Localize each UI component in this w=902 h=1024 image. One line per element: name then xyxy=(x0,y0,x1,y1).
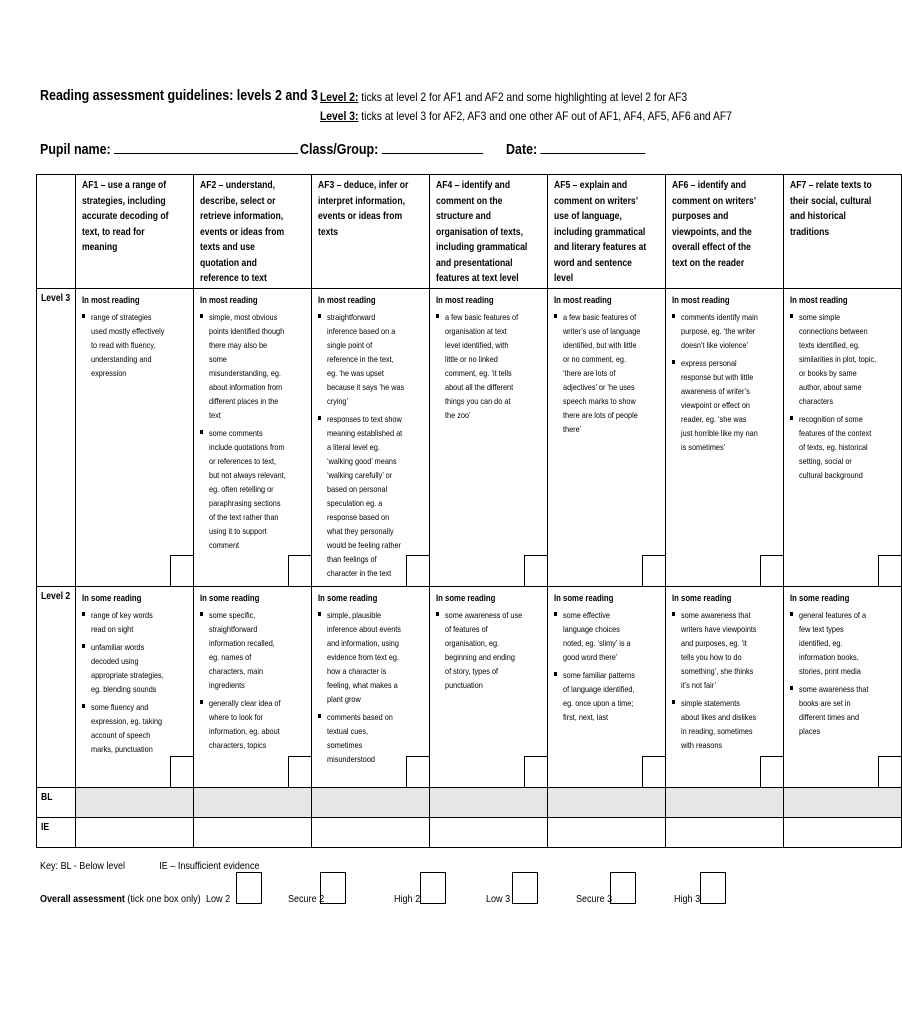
ie-cell-af4[interactable] xyxy=(429,818,547,848)
criteria-list xyxy=(672,608,780,752)
cell-lead: In some reading xyxy=(81,593,142,603)
criteria-list xyxy=(790,310,898,482)
overall-option-checkbox[interactable] xyxy=(700,872,726,904)
criteria-item: comments based on textual cues, sometimes misunderstood xyxy=(318,710,426,766)
bl-cell-af7[interactable] xyxy=(783,788,901,818)
bl-cell-af3[interactable] xyxy=(311,788,429,818)
pupil-name-field[interactable] xyxy=(40,141,298,158)
ie-cell-af7[interactable] xyxy=(783,818,901,848)
criteria-item: simple, most obvious points identified though there may also be some misunderstanding, eg. about information from different places in the text xyxy=(200,310,308,422)
level2-cell-af3 xyxy=(311,587,429,788)
level3-cell-af3 xyxy=(311,289,429,587)
class-group-line[interactable] xyxy=(382,141,483,154)
overall-option-label: Secure 3 xyxy=(576,893,613,905)
ie-cell-af3[interactable] xyxy=(311,818,429,848)
column-header-af2: AF2 – understand, describe, select or retrieve information, events or ideas from texts and use quotation and reference to text xyxy=(193,175,311,289)
bl-cell-af2[interactable] xyxy=(193,788,311,818)
cell-lead: In some reading xyxy=(789,593,850,603)
level3-tick-box-af5[interactable] xyxy=(642,555,665,586)
criteria-item: general features of a few text types identified, eg. information books, stories, print media xyxy=(790,608,898,678)
cell-lead: In most reading xyxy=(317,295,376,305)
ie-cell-af6[interactable] xyxy=(665,818,783,848)
level3-tick-box-af6[interactable] xyxy=(760,555,783,586)
class-group-label: Class/Group: xyxy=(300,142,379,158)
criteria-item: some specific, straightforward information recalled, eg. names of characters, main ingredients xyxy=(200,608,308,692)
criteria-item: simple statements about likes and dislikes in reading, sometimes with reasons xyxy=(672,696,780,752)
level3-tick-box-af4[interactable] xyxy=(524,555,547,586)
level2-tick-box-af1[interactable] xyxy=(170,756,193,787)
criteria-item: some awareness that writers have viewpoints and purposes, eg. ‘it tells you how to do something’, she thinks it’s not fair’ xyxy=(672,608,780,692)
overall-label: Overall assessment xyxy=(40,893,125,905)
level3-tick-box-af3[interactable] xyxy=(406,555,429,586)
cell-lead: In most reading xyxy=(553,295,612,305)
key-legend xyxy=(40,860,259,872)
date-field[interactable] xyxy=(506,141,646,158)
criteria-item: some awareness that books are set in different times and places xyxy=(790,682,898,738)
level2-cell-af5 xyxy=(547,587,665,788)
criteria-item: range of key words read on sight xyxy=(82,608,190,636)
overall-option-label: Low 2 xyxy=(206,893,231,905)
ie-cell-af1[interactable] xyxy=(75,818,193,848)
cell-lead: In most reading xyxy=(671,295,730,305)
criteria-item: a few basic features of writer’s use of language identified, but with little or no comment, eg. ‘there are lots of adjectives’ or ‘he uses speech marks to show there are lots of people there’ xyxy=(554,310,662,436)
criteria-item: express personal response but with little awareness of writer’s viewpoint or effect on reader, eg. ‘she was just horrible like my nan is sometimes’ xyxy=(672,356,780,454)
criteria-list xyxy=(436,608,544,692)
ie-cell-af2[interactable] xyxy=(193,818,311,848)
criteria-list xyxy=(318,608,426,766)
criteria-item: straightforward inference based on a single point of reference in the text, eg. ‘he was upset because it says ‘he was crying’ xyxy=(318,310,426,408)
criteria-list xyxy=(554,310,662,436)
column-header-af4: AF4 – identify and comment on the structure and organisation of texts, including grammatical and presentational features at text level xyxy=(429,175,547,289)
criteria-item: simple, plausible inference about events and information, using evidence from text eg. how a character is feeling, what makes a plant grow xyxy=(318,608,426,706)
level2-cell-af1 xyxy=(75,587,193,788)
overall-option-checkbox[interactable] xyxy=(512,872,538,904)
ie-cell-af5[interactable] xyxy=(547,818,665,848)
cell-lead: In most reading xyxy=(789,295,848,305)
column-header-af5: AF5 – explain and comment on writers’ use of language, including grammatical and literary features at word and sentence level xyxy=(547,175,665,289)
overall-option-checkbox[interactable] xyxy=(320,872,346,904)
bl-cell-af6[interactable] xyxy=(665,788,783,818)
level2-prefix: Level 2: xyxy=(320,90,359,104)
level2-tick-box-af4[interactable] xyxy=(524,756,547,787)
cell-lead: In some reading xyxy=(671,593,732,603)
level3-cell-af5 xyxy=(547,289,665,587)
level2-tick-box-af7[interactable] xyxy=(878,756,901,787)
cell-lead: In some reading xyxy=(435,593,496,603)
level2-cell-af6 xyxy=(665,587,783,788)
bl-cell-af5[interactable] xyxy=(547,788,665,818)
criteria-item: comments identify main purpose, eg. ‘the writer doesn’t like violence’ xyxy=(672,310,780,352)
criteria-item: responses to text show meaning established at a literal level eg. ‘walking good’ means ‘walking carefully’ or based on personal speculation eg. a response based on what they personally would be feeling rather than feelings of character in the text xyxy=(318,412,426,580)
bl-cell-af4[interactable] xyxy=(429,788,547,818)
level3-tick-box-af7[interactable] xyxy=(878,555,901,586)
overall-note: (tick one box only) xyxy=(124,893,201,905)
criteria-item: some effective language choices noted, eg. ‘slimy’ is a good word there’ xyxy=(554,608,662,664)
criteria-list xyxy=(436,310,544,422)
date-line[interactable] xyxy=(541,141,646,154)
level3-tick-box-af2[interactable] xyxy=(288,555,311,586)
criteria-list xyxy=(790,608,898,738)
criteria-item: a few basic features of organisation at text level identified, with little or no linked comment, eg. ‘it tells about all the different things you can do at the zoo’ xyxy=(436,310,544,422)
ie-row xyxy=(37,818,902,848)
key-bl: Key: BL - Below level xyxy=(40,860,125,872)
cell-lead: In most reading xyxy=(435,295,494,305)
key-ie: IE – Insufficient evidence xyxy=(159,860,260,872)
criteria-list xyxy=(200,608,308,752)
column-header-af1: AF1 – use a range of strategies, including accurate decoding of text, to read for meaning xyxy=(75,175,193,289)
criteria-item: some comments include quotations from or references to text, but not always relevant, eg. often retelling or paraphrasing sections of the text rather than using it to support comment xyxy=(200,426,308,552)
pupil-name-label: Pupil name: xyxy=(40,142,111,158)
criteria-item: some familiar patterns of language identified, eg. once upon a time; first, next, last xyxy=(554,668,662,724)
column-header-af7: AF7 – relate texts to their social, cultural and historical traditions xyxy=(783,175,901,289)
cell-lead: In some reading xyxy=(199,593,260,603)
criteria-item: unfamiliar words decoded using appropriate strategies, eg. blending sounds xyxy=(82,640,190,696)
level3-cell-af1 xyxy=(75,289,193,587)
criteria-list xyxy=(318,310,426,580)
bl-cell-af1[interactable] xyxy=(75,788,193,818)
criteria-item: range of strategies used mostly effectively to read with fluency, understanding and expression xyxy=(82,310,190,380)
level2-tick-box-af3[interactable] xyxy=(406,756,429,787)
level3-cell-af2 xyxy=(193,289,311,587)
criteria-list xyxy=(672,310,780,454)
header-row xyxy=(37,175,902,289)
overall-option-checkbox[interactable] xyxy=(420,872,446,904)
class-group-field[interactable] xyxy=(300,141,483,158)
criteria-item: generally clear idea of where to look for information, eg. about characters, topics xyxy=(200,696,308,752)
pupil-name-line[interactable] xyxy=(114,141,298,154)
cell-lead: In most reading xyxy=(81,295,140,305)
ie-label: IE xyxy=(37,818,76,848)
criteria-list xyxy=(82,310,190,380)
overall-option-checkbox[interactable] xyxy=(610,872,636,904)
overall-option-label: Secure 2 xyxy=(288,893,325,905)
criteria-list xyxy=(554,608,662,724)
level2-row xyxy=(37,587,902,788)
level3-cell-af6 xyxy=(665,289,783,587)
level3-text: ticks at level 3 for AF2, AF3 and one other AF out of AF1, AF4, AF5, AF6 and AF7 xyxy=(358,109,732,123)
cell-lead: In some reading xyxy=(317,593,378,603)
assessment-grid xyxy=(36,174,902,848)
level3-label: Level 3 xyxy=(37,289,76,587)
overall-assessment-label xyxy=(40,893,201,905)
criteria-list xyxy=(82,608,190,756)
level2-tick-box-af5[interactable] xyxy=(642,756,665,787)
level2-text: ticks at level 2 for AF1 and AF2 and some highlighting at level 2 for AF3 xyxy=(358,90,688,104)
criteria-item: some simple connections between texts identified, eg. similarities in plot, topic, or books by same author, about same characters xyxy=(790,310,898,408)
page-title: Reading assessment guidelines: levels 2 and 3 xyxy=(40,88,318,104)
level2-tick-box-af2[interactable] xyxy=(288,756,311,787)
criteria-item: some fluency and expression, eg. taking account of speech marks, punctuation xyxy=(82,700,190,756)
overall-option-label: High 2 xyxy=(394,893,421,905)
criteria-item: recognition of some features of the context of texts, eg. historical setting, social or cultural background xyxy=(790,412,898,482)
level3-cell-af7 xyxy=(783,289,901,587)
level2-label: Level 2 xyxy=(37,587,76,788)
level3-prefix: Level 3: xyxy=(320,109,359,123)
level2-cell-af4 xyxy=(429,587,547,788)
criteria-list xyxy=(200,310,308,552)
criteria-item: some awareness of use of features of organisation, eg. beginning and ending of story, types of punctuation xyxy=(436,608,544,692)
cell-lead: In most reading xyxy=(199,295,258,305)
overall-option-label: High 3 xyxy=(674,893,701,905)
bl-label: BL xyxy=(37,788,76,818)
level2-criteria xyxy=(320,90,687,104)
level2-cell-af2 xyxy=(193,587,311,788)
level3-tick-box-af1[interactable] xyxy=(170,555,193,586)
overall-option-checkbox[interactable] xyxy=(236,872,262,904)
overall-option-label: Low 3 xyxy=(486,893,511,905)
column-header-af3: AF3 – deduce, infer or interpret information, events or ideas from texts xyxy=(311,175,429,289)
cell-lead: In some reading xyxy=(553,593,614,603)
corner-cell xyxy=(37,175,76,289)
date-label: Date: xyxy=(506,142,538,158)
level3-criteria xyxy=(320,109,732,123)
level3-cell-af4 xyxy=(429,289,547,587)
level2-cell-af7 xyxy=(783,587,901,788)
level3-row xyxy=(37,289,902,587)
column-header-af6: AF6 – identify and comment on writers’ purposes and viewpoints, and the overall effect of the text on the reader xyxy=(665,175,783,289)
bl-row xyxy=(37,788,902,818)
level2-tick-box-af6[interactable] xyxy=(760,756,783,787)
